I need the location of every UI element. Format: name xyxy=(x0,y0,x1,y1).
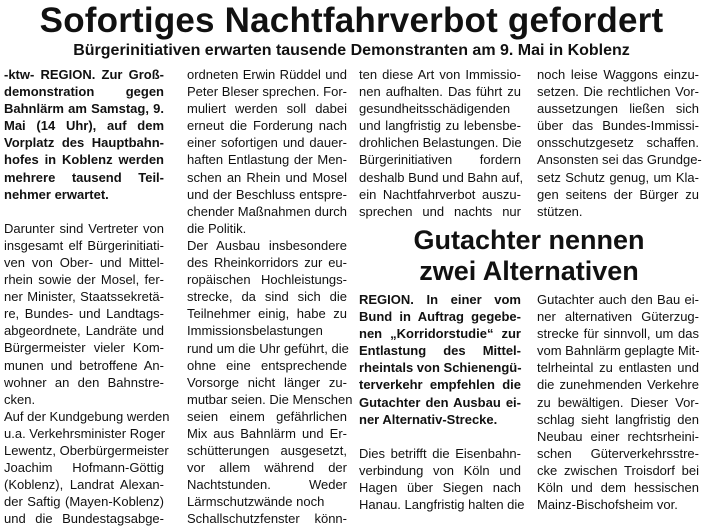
text-line: Nachtstunden. Weder xyxy=(187,477,347,493)
text-line: u.a. Verkehrsminister Roger xyxy=(4,425,166,441)
text-line: strecke für sinnvoll, um das xyxy=(537,326,699,342)
text-line: Auf der Kundgebung werden xyxy=(4,408,170,424)
text-line: Bürgermeister vieler Kom- xyxy=(4,340,164,356)
text-line: Bahnlärm am Samstag, 9. xyxy=(4,101,164,117)
text-line: gesundheitsschädigenden xyxy=(359,101,511,117)
text-line: seien einem gefährlichen xyxy=(187,408,347,424)
text-line: muliert werden soll dabei xyxy=(187,101,347,117)
text-line: Joachim Hofmann-Göttig xyxy=(4,460,164,476)
text-line: Bund in Auftrag gegebe- xyxy=(359,309,521,325)
text-line: Mai (14 Uhr), auf dem xyxy=(4,118,164,134)
second-article-column-2 xyxy=(537,291,699,513)
text-line: cken. xyxy=(4,391,36,407)
text-line: Teilnehmer einig, habe zu xyxy=(187,306,347,322)
text-line: der Saftig (Mayen-Koblenz) xyxy=(4,494,164,510)
text-line: schütterungen ausgesetzt, xyxy=(187,443,347,459)
text-line: Peter Bleser sprechen. For- xyxy=(187,84,347,100)
text-line: -ktw- REGION. Zur Groß- xyxy=(4,67,164,82)
text-line: des Rheinkorridors zur eu- xyxy=(187,255,347,271)
text-line: strecke, da sind sich die xyxy=(187,289,347,305)
text-line: nen „Korridorstudie“ zur xyxy=(359,326,521,342)
text-line: Vorsorge nicht länger zu- xyxy=(187,374,347,390)
text-line: terverkehr empfehlen die xyxy=(359,377,521,393)
text-line: REGION. In einer vom xyxy=(359,292,521,307)
article-headline: Sofortiges Nachtfahrverbot gefordert xyxy=(39,1,664,40)
text-line: schlag sieht langfristig den xyxy=(537,411,699,427)
text-line: re, Bundes- und Landtags- xyxy=(4,306,164,322)
text-line: abgeordnete, Landräte und xyxy=(4,323,164,339)
text-line: nehmer erwartet. xyxy=(4,186,109,202)
text-line: schen Güterverkehrsstre- xyxy=(537,445,699,461)
text-line: Immissionsbelastungen xyxy=(187,323,323,339)
text-line: mehrere tausend Teil- xyxy=(4,169,164,185)
article-column-3 xyxy=(359,66,524,220)
article-subheadline: Bürgerinitiativen erwarten tausende Demonstranten am 9. Mai in Koblenz xyxy=(73,42,630,59)
text-line: noch leise Waggons einzu- xyxy=(537,67,699,82)
text-line: haften Entlastung der Men- xyxy=(187,152,347,168)
text-line: Schallschutzfenster könn- xyxy=(187,511,347,527)
text-line: die zunehmenden Verkehre xyxy=(537,377,699,393)
headline-line: zwei Alternativen xyxy=(419,256,639,286)
text-line: gen seitens der Bürger zu xyxy=(537,186,699,202)
text-line: und der Beschluss entspre- xyxy=(187,186,347,202)
text-line: hofes in Koblenz werden xyxy=(4,152,164,168)
text-line: Bürgerinitiativen fordern xyxy=(359,152,521,168)
text-line: drohlichen Belastungen. Die xyxy=(359,135,522,151)
text-line: chender Maßnahmen durch xyxy=(187,203,347,219)
text-line: ohne eine entsprechende xyxy=(187,357,347,373)
text-line: ner Minister, Staatssekretä- xyxy=(4,289,164,305)
text-line: Dies betrifft die Eisenbahn- xyxy=(359,445,521,461)
text-line: Ansonsten sei das Grundge- xyxy=(537,152,702,168)
article-column-1 xyxy=(4,66,170,527)
text-line: telrheintal zu entlasten und xyxy=(537,360,699,376)
text-line: setzen. Die rechtlichen Vor- xyxy=(537,84,699,100)
text-line: vor allem während der xyxy=(187,460,347,476)
text-line: erneut die Forderung nach xyxy=(187,118,347,134)
text-line: ten diese Art von Immissio- xyxy=(359,67,521,82)
text-line: wohner an den Bahnstre- xyxy=(4,374,164,390)
text-line: onsschutzgesetz schaffen. xyxy=(537,135,699,151)
headline-line: Gutachter nennen xyxy=(413,225,645,255)
text-line: rheintals von Schienengü- xyxy=(359,360,522,376)
text-line: ropäischen Hochleistungs- xyxy=(187,272,347,288)
text-line: (Koblenz), Landrat Alexan- xyxy=(4,477,164,493)
second-article-headline xyxy=(359,225,699,287)
text-line: Entlastung des Mittel- xyxy=(359,343,521,359)
text-line: Mix aus Bahnlärm und Er- xyxy=(187,425,347,441)
article-column-2 xyxy=(187,66,353,528)
lead-paragraph xyxy=(359,291,521,428)
text-line: mutbar seien. Die Menschen xyxy=(187,391,353,407)
text-line: und langfristig zu lebensbe- xyxy=(359,118,521,134)
text-line: und die Bundestagsabge- xyxy=(4,511,164,527)
text-line: über das Bundes-Immissi- xyxy=(537,118,699,134)
text-line: Vorplatz des Hauptbahn- xyxy=(4,135,164,151)
text-line: Lärmschutzwände noch xyxy=(187,494,325,510)
text-line: ordneten Erwin Rüddel und xyxy=(187,67,347,82)
text-line: ein Nachtfahrverbot auszu- xyxy=(359,186,521,202)
text-line: Hanau. Langfristig halten die xyxy=(359,497,525,513)
article-column-4 xyxy=(537,66,702,220)
text-line: munen und betroffene An- xyxy=(4,357,164,373)
text-line: ner Alternativ-Strecke. xyxy=(359,411,498,427)
text-line: Mainz-Bischofsheim vor. xyxy=(537,497,678,513)
text-line: Neubau einer rechtsrheini- xyxy=(537,428,699,444)
text-line: rund um die Uhr geführt, die xyxy=(187,340,349,356)
text-line: Darunter sind Vertreter von xyxy=(4,220,164,236)
body-paragraph xyxy=(359,445,525,513)
text-line: ven von Ober- und Mittel- xyxy=(4,254,164,270)
text-line: schen an Rhein und Mosel xyxy=(187,169,347,185)
text-line: zu bewältigen. Dieser Vor- xyxy=(537,394,699,410)
text-line: setz Schutz genug, um Kla- xyxy=(537,169,699,185)
text-line: stützen. xyxy=(537,203,583,219)
text-line: vom Bahnlärm geplagte Mit- xyxy=(537,343,700,359)
text-line: sprechen und nachts nur xyxy=(359,203,521,219)
text-line: insgesamt elf Bürgerinitiati- xyxy=(4,237,164,253)
text-line: verbindung von Köln und xyxy=(359,462,521,478)
text-line: einer sofortigen und dauer- xyxy=(187,135,347,151)
body-paragraph xyxy=(4,220,170,528)
text-line: ner alternativen Güterzug- xyxy=(537,309,699,325)
text-line: nen aufhalten. Das führt zu xyxy=(359,84,521,100)
text-line: Köln und dem hessischen xyxy=(537,480,699,496)
text-line: deshalb Bund und Bahn auf, xyxy=(359,169,524,185)
lead-paragraph xyxy=(4,66,164,203)
second-article-column-1 xyxy=(359,291,525,513)
text-line: rhein sowie der Mosel, fer- xyxy=(4,272,164,288)
text-line: Gutachter auch den Bau ei- xyxy=(537,292,699,307)
text-line: Gutachter den Ausbau ei- xyxy=(359,394,521,410)
text-line: Hagen über Siegen nach xyxy=(359,479,521,495)
text-line: Lewentz, Oberbürgermeister xyxy=(4,442,169,458)
text-line: demonstration gegen xyxy=(4,84,164,100)
text-line: die Politik. xyxy=(187,220,247,236)
text-line: aussetzungen ließen sich xyxy=(537,101,699,117)
text-line: Der Ausbau insbesondere xyxy=(187,237,347,253)
text-line: cke zwischen Troisdorf bei xyxy=(537,462,699,478)
